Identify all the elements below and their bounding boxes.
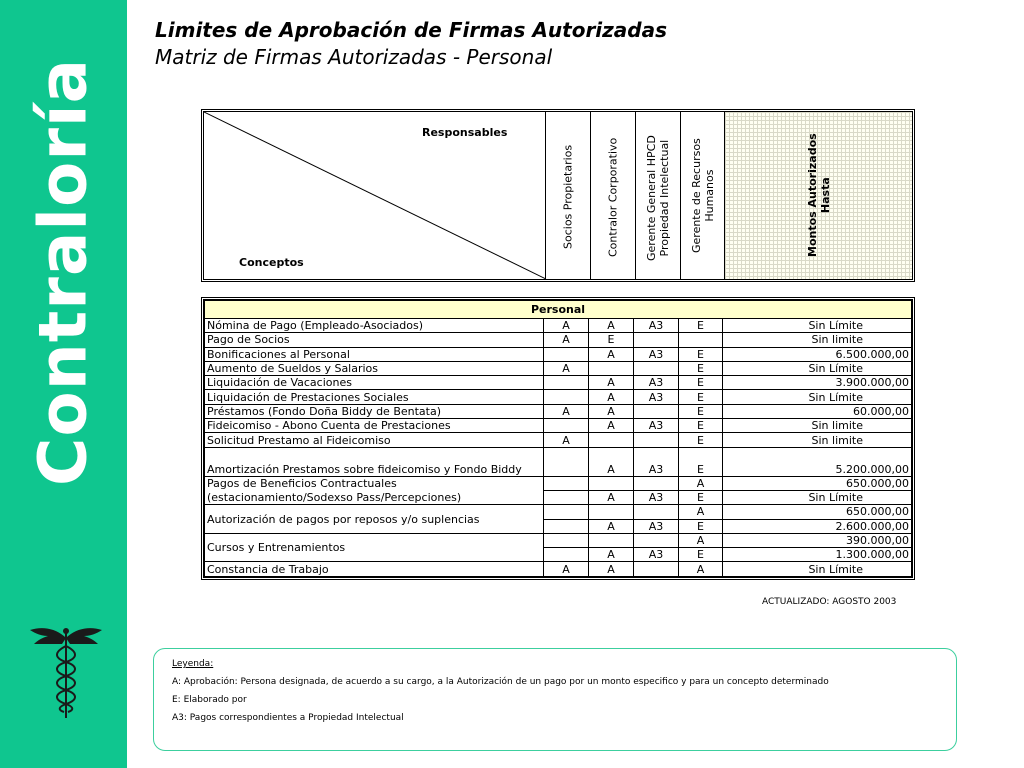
table-row xyxy=(205,319,912,333)
page-subtitle: Matriz de Firmas Autorizadas - Personal xyxy=(155,45,553,69)
cell-socios xyxy=(544,533,589,547)
cell-rrhh: E xyxy=(679,447,723,476)
cell-monto: 650.000,00 xyxy=(723,505,912,519)
cell-socios: A xyxy=(544,404,589,418)
cell-monto: 6.500.000,00 xyxy=(723,347,912,361)
concept-cell: Constancia de Trabajo xyxy=(205,562,544,576)
cell-rrhh: E xyxy=(679,404,723,418)
cell-rrhh: E xyxy=(679,419,723,433)
concept-cell: Aumento de Sueldos y Salarios xyxy=(205,361,544,375)
cell-monto: Sin Límite xyxy=(723,361,912,375)
concept-cell: Cursos y Entrenamientos xyxy=(205,533,544,562)
col-socios-propietarios xyxy=(546,112,591,279)
updated-note: ACTUALIZADO: AGOSTO 2003 xyxy=(762,597,897,607)
concept-cell: Nómina de Pago (Empleado-Asociados) xyxy=(205,319,544,333)
conceptos-label: Conceptos xyxy=(239,256,304,269)
cell-hpcd xyxy=(634,505,679,519)
cell-contralor xyxy=(589,476,634,490)
legend-e: E: Elaborado por xyxy=(172,695,247,705)
cell-rrhh: E xyxy=(679,390,723,404)
cell-socios xyxy=(544,490,589,504)
cell-rrhh: E xyxy=(679,376,723,390)
cell-contralor: A xyxy=(589,376,634,390)
section-header-row xyxy=(205,301,912,319)
page-title: Limites de Aprobación de Firmas Autorizadas xyxy=(155,18,668,42)
cell-socios xyxy=(544,519,589,533)
cell-contralor: A xyxy=(589,562,634,576)
concept-cell: Solicitud Prestamo al Fideicomiso xyxy=(205,433,544,447)
cell-hpcd: A3 xyxy=(634,390,679,404)
cell-socios xyxy=(544,347,589,361)
cell-rrhh: E xyxy=(679,433,723,447)
responsibles-header xyxy=(201,109,915,282)
table-row xyxy=(205,361,912,375)
concept-cell: Autorización de pagos por reposos y/o suplencias xyxy=(205,505,544,534)
cell-rrhh xyxy=(679,333,723,347)
table-row xyxy=(205,505,912,519)
col-hpcd-label-1: Gerente General HPCD xyxy=(645,135,658,261)
cell-hpcd: A3 xyxy=(634,447,679,476)
cell-monto: Sin Límite xyxy=(723,490,912,504)
cell-rrhh: E xyxy=(679,490,723,504)
cell-contralor xyxy=(589,433,634,447)
col-montos-autorizados xyxy=(725,112,912,279)
cell-rrhh: A xyxy=(679,533,723,547)
concept-cell: Liquidación de Vacaciones xyxy=(205,376,544,390)
legend-heading: Leyenda: xyxy=(172,659,214,669)
cell-hpcd xyxy=(634,333,679,347)
concept-cell: Amortización Prestamos sobre fideicomiso y Fondo Biddy xyxy=(205,447,544,476)
cell-rrhh: E xyxy=(679,548,723,562)
cell-contralor: A xyxy=(589,390,634,404)
sidebar xyxy=(0,0,127,768)
table-row xyxy=(205,476,912,490)
cell-contralor xyxy=(589,361,634,375)
table-row xyxy=(205,333,912,347)
cell-socios: A xyxy=(544,433,589,447)
cell-hpcd xyxy=(634,433,679,447)
cell-rrhh: A xyxy=(679,476,723,490)
col-socios-label: Socios Propietarios xyxy=(561,144,575,249)
cell-hpcd: A3 xyxy=(634,548,679,562)
concept-cell xyxy=(205,476,544,505)
legend-a: A: Aprobación: Persona designada, de acuerdo a su cargo, a la Autorización de un pago por un monto especifico y para un concepto determinado xyxy=(172,677,829,687)
cell-contralor xyxy=(589,533,634,547)
col-hpcd-label-2: Propiedad Intelectual xyxy=(658,139,671,257)
col-gerente-rrhh xyxy=(681,112,725,279)
concept-cell: Liquidación de Prestaciones Sociales xyxy=(205,390,544,404)
cell-monto: 2.600.000,00 xyxy=(723,519,912,533)
cell-hpcd xyxy=(634,361,679,375)
cell-socios xyxy=(544,376,589,390)
table-row xyxy=(205,447,912,476)
cell-rrhh: E xyxy=(679,519,723,533)
cell-hpcd: A3 xyxy=(634,347,679,361)
col-gerente-hpcd xyxy=(636,112,681,279)
cell-contralor: A xyxy=(589,519,634,533)
cell-socios xyxy=(544,390,589,404)
cell-contralor: A xyxy=(589,319,634,333)
cell-hpcd: A3 xyxy=(634,319,679,333)
cell-monto: 650.000,00 xyxy=(723,476,912,490)
concept-cell: Fideicomiso - Abono Cuenta de Prestaciones xyxy=(205,419,544,433)
cell-contralor xyxy=(589,505,634,519)
cell-rrhh: A xyxy=(679,505,723,519)
cell-rrhh: A xyxy=(679,562,723,576)
brand-title: Contraloría xyxy=(24,57,102,487)
cell-socios xyxy=(544,548,589,562)
table-row xyxy=(205,562,912,576)
col-rrhh-label-1: Gerente de Recursos xyxy=(689,138,703,253)
cell-monto: Sin limite xyxy=(723,333,912,347)
cell-rrhh: E xyxy=(679,361,723,375)
cell-hpcd xyxy=(634,533,679,547)
cell-monto: 60.000,00 xyxy=(723,404,912,418)
col-montos-label-2: Hasta xyxy=(818,177,832,214)
concept-cell: Pago de Socios xyxy=(205,333,544,347)
concept-cell: Bonificaciones al Personal xyxy=(205,347,544,361)
signatures-table xyxy=(201,297,915,580)
cell-hpcd: A3 xyxy=(634,490,679,504)
cell-hpcd: A3 xyxy=(634,519,679,533)
col-montos-label-1: Montos Autorizados xyxy=(805,133,819,257)
cell-rrhh: E xyxy=(679,347,723,361)
diagonal-header-cell xyxy=(204,112,546,279)
cell-contralor: A xyxy=(589,347,634,361)
cell-monto: Sin Límite xyxy=(723,390,912,404)
cell-monto: Sin Límite xyxy=(723,319,912,333)
col-contralor-corporativo xyxy=(591,112,636,279)
table-row xyxy=(205,433,912,447)
cell-rrhh: E xyxy=(679,319,723,333)
table-row xyxy=(205,533,912,547)
cell-hpcd xyxy=(634,476,679,490)
cell-socios: A xyxy=(544,361,589,375)
concept-cell: Préstamos (Fondo Doña Biddy de Bentata) xyxy=(205,404,544,418)
concept-line: Pagos de Beneficios Contractuales xyxy=(207,476,397,490)
section-title: Personal xyxy=(205,301,912,319)
cell-socios xyxy=(544,476,589,490)
cell-monto: 3.900.000,00 xyxy=(723,376,912,390)
cell-socios xyxy=(544,505,589,519)
legend-box xyxy=(153,648,957,751)
cell-contralor: E xyxy=(589,333,634,347)
cell-monto: Sin Límite xyxy=(723,562,912,576)
table-row xyxy=(205,347,912,361)
cell-contralor: A xyxy=(589,490,634,504)
col-rrhh-label-2: Humanos xyxy=(702,169,716,222)
cell-contralor: A xyxy=(589,419,634,433)
cell-socios: A xyxy=(544,319,589,333)
cell-hpcd xyxy=(634,562,679,576)
cell-hpcd xyxy=(634,404,679,418)
table-row xyxy=(205,390,912,404)
table-row xyxy=(205,376,912,390)
responsables-label: Responsables xyxy=(422,126,508,139)
caduceus-icon xyxy=(28,622,104,722)
table-row xyxy=(205,419,912,433)
cell-hpcd: A3 xyxy=(634,376,679,390)
cell-monto: 390.000,00 xyxy=(723,533,912,547)
cell-socios xyxy=(544,419,589,433)
cell-hpcd: A3 xyxy=(634,419,679,433)
cell-monto: 1.300.000,00 xyxy=(723,548,912,562)
cell-monto: 5.200.000,00 xyxy=(723,447,912,476)
table-row xyxy=(205,404,912,418)
cell-socios: A xyxy=(544,333,589,347)
cell-monto: Sin limite xyxy=(723,433,912,447)
cell-socios: A xyxy=(544,562,589,576)
cell-monto: Sin limite xyxy=(723,419,912,433)
cell-contralor: A xyxy=(589,404,634,418)
cell-contralor: A xyxy=(589,548,634,562)
cell-contralor: A xyxy=(589,447,634,476)
cell-socios xyxy=(544,447,589,476)
concept-line: (estacionamiento/Sodexso Pass/Percepciones) xyxy=(207,491,462,505)
legend-a3: A3: Pagos correspondientes a Propiedad Intelectual xyxy=(172,713,404,723)
col-contralor-label: Contralor Corporativo xyxy=(606,137,620,257)
